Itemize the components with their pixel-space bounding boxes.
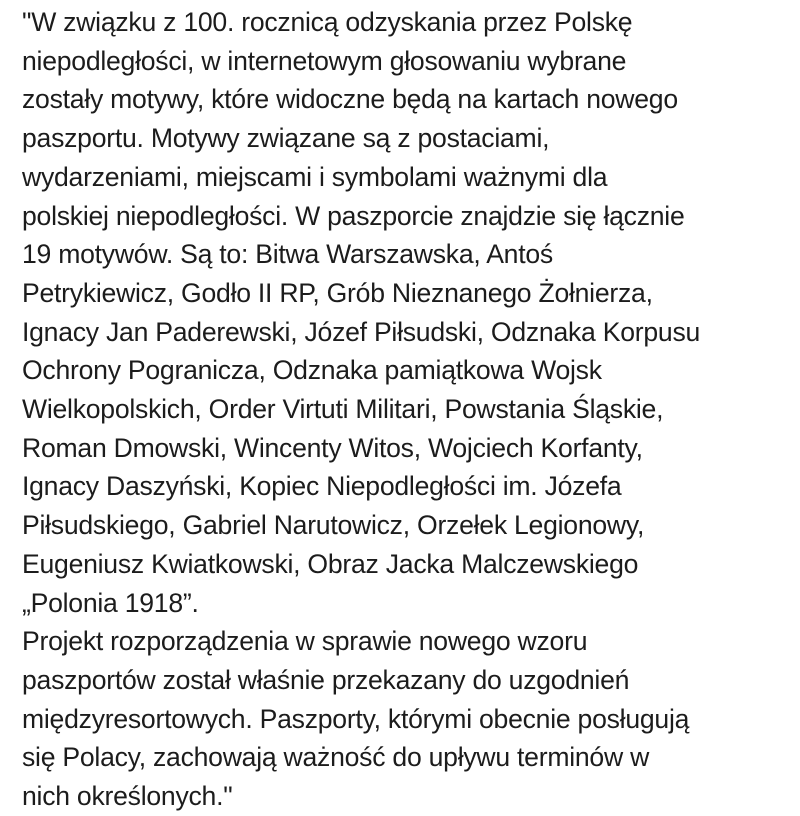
text-line: Roman Dmowski, Wincenty Witos, Wojciech Korfanty,: [22, 432, 643, 463]
text-line: niepodległości, w internetowym głosowaniu wybrane: [22, 45, 627, 76]
text-line: Ignacy Jan Paderewski, Józef Piłsudski, Odznaka Korpusu: [22, 316, 701, 347]
text-line: paszportu. Motywy związane są z postaciami,: [22, 123, 550, 154]
text-line: „Polonia 1918”.: [22, 587, 199, 618]
text-line: Ochrony Pogranicza, Odznaka pamiątkowa Wojsk: [22, 355, 602, 386]
text-line: się Polacy, zachowają ważność do upływu terminów w: [22, 742, 650, 773]
text-line: zostały motywy, które widoczne będą na kartach nowego: [22, 84, 678, 115]
text-line: Projekt rozporządzenia w sprawie nowego wzoru: [22, 626, 588, 657]
text-line: paszportów został właśnie przekazany do uzgodnień: [22, 664, 630, 695]
text-line: polskiej niepodległości. W paszporcie znajdzie się łącznie: [22, 200, 685, 231]
text-line: Eugeniusz Kwiatkowski, Obraz Jacka Malczewskiego: [22, 548, 639, 579]
text-line: Piłsudskiego, Gabriel Narutowicz, Orzełek Legionowy,: [22, 510, 645, 541]
text-line: Ignacy Daszyński, Kopiec Niepodległości im. Józefa: [22, 471, 622, 502]
text-line: międzyresortowych. Paszporty, którymi obecnie posługują: [22, 703, 690, 734]
text-line: Wielkopolskich, Order Virtuti Militari, Powstania Śląskie,: [22, 394, 664, 425]
text-line: wydarzeniami, miejscami i symbolami ważnymi dla: [22, 161, 608, 192]
text-line: nich określonych.": [22, 781, 233, 812]
text-line: 19 motywów. Są to: Bitwa Warszawska, Antoś: [22, 239, 553, 270]
text-line: "W związku z 100. rocznicą odzyskania przez Polskę: [22, 7, 633, 37]
text-line: Petrykiewicz, Godło II RP, Grób Nieznanego Żołnierza,: [22, 277, 653, 308]
